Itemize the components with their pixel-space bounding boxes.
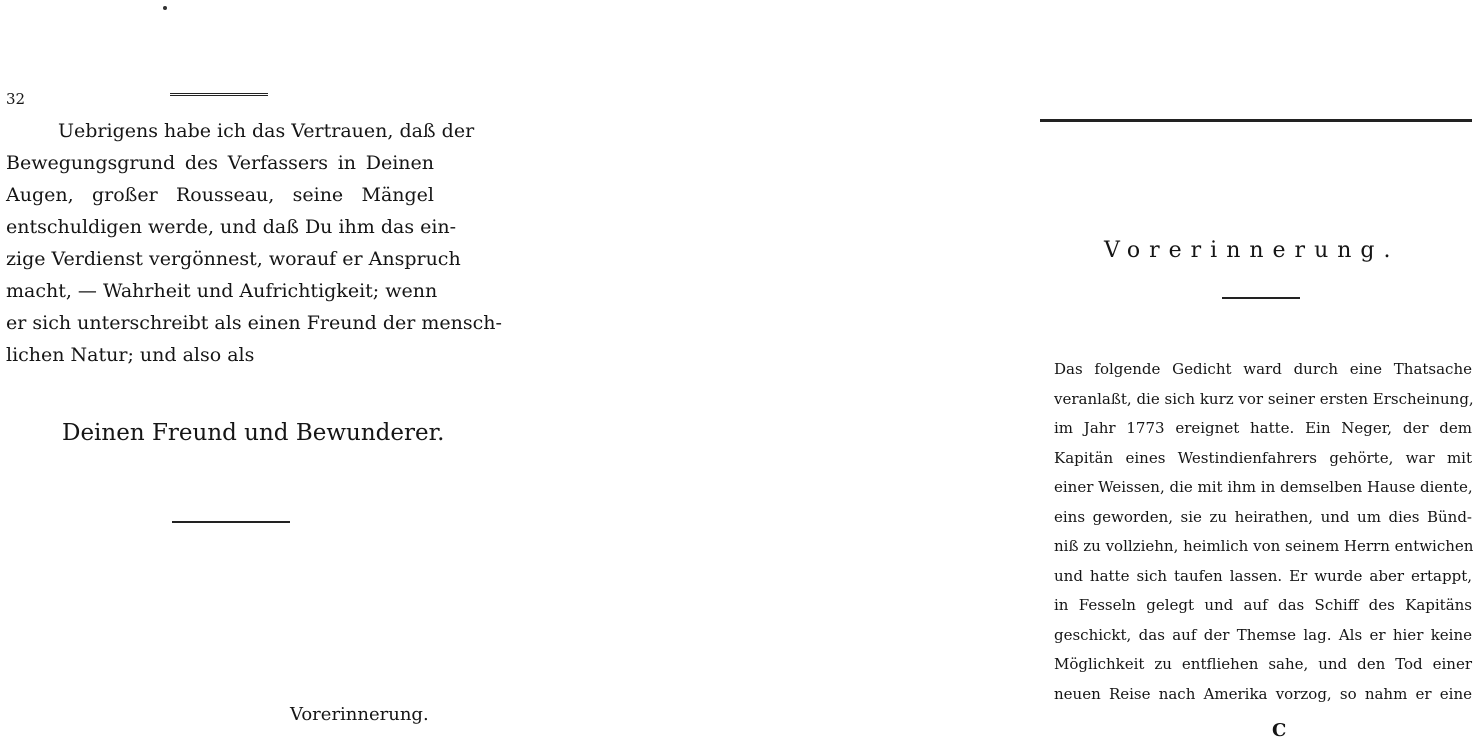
preface-text [1054,355,1472,709]
divider-rule-left [172,521,290,523]
text-line: macht, — Wahrheit und Aufrichtigkeit; wenn [6,280,438,302]
text-line: eins geworden, sie zu heirathen, und um dies Bünd- [1054,507,1472,526]
text-line: Möglichkeit zu entfliehen sahe, und den Tod einer [1054,655,1472,673]
left-page [0,0,502,756]
right-page [500,0,1474,756]
text-line: zige Verdienst vergönnest, worauf er Anspruch [6,248,461,270]
page-number: 32 [6,90,26,108]
text-line: Uebrigens habe ich das Vertrauen, daß der [58,120,475,142]
text-line: er sich unterschreibt als einen Freund der mensch- [6,312,502,334]
text-line: neuen Reise nach Amerika vorzog, so nahm er eine [1054,684,1472,703]
text-line: veranlaßt, die sich kurz vor seiner ersten Erscheinung, [1054,389,1474,408]
text-line: Kapitän eines Westindienfahrers gehörte, war mit [1054,448,1472,467]
text-line: einer Weissen, die mit ihm in demselben Hause diente, [1054,478,1473,496]
ink-speck [163,6,167,10]
text-line: Das folgende Gedicht ward durch eine Thatsache [1054,360,1472,378]
closing-salutation: Deinen Freund und Bewunderer. [62,420,445,446]
text-line: Augen, großer Rousseau, seine Mängel [6,184,434,206]
dedication-text [6,115,502,371]
text-line: Bewegungsgrund des Verfassers in Deinen [6,152,434,174]
catchword: Vorerinnerung. [290,704,429,725]
top-rule-left [170,93,268,99]
signature-mark: C [1272,720,1287,741]
text-line: entschuldigen werde, und daß Du ihm das ein- [6,216,457,238]
divider-rule-right [1222,297,1300,299]
text-line: im Jahr 1773 ereignet hatte. Ein Neger, der dem [1054,419,1472,437]
text-line: und hatte sich taufen lassen. Er wurde aber ertappt, [1054,566,1472,585]
text-line: in Fesseln gelegt und auf das Schiff des Kapitäns [1054,596,1472,614]
top-rule-right [1040,119,1472,122]
text-line: geschickt, das auf der Themse lag. Als er hier keine [1054,625,1472,644]
section-heading: Vorerinnerung. [1104,238,1400,263]
text-line: lichen Natur; und also als [6,344,255,366]
text-line: niß zu vollziehn, heimlich von seinem Herrn entwichen [1054,537,1474,555]
